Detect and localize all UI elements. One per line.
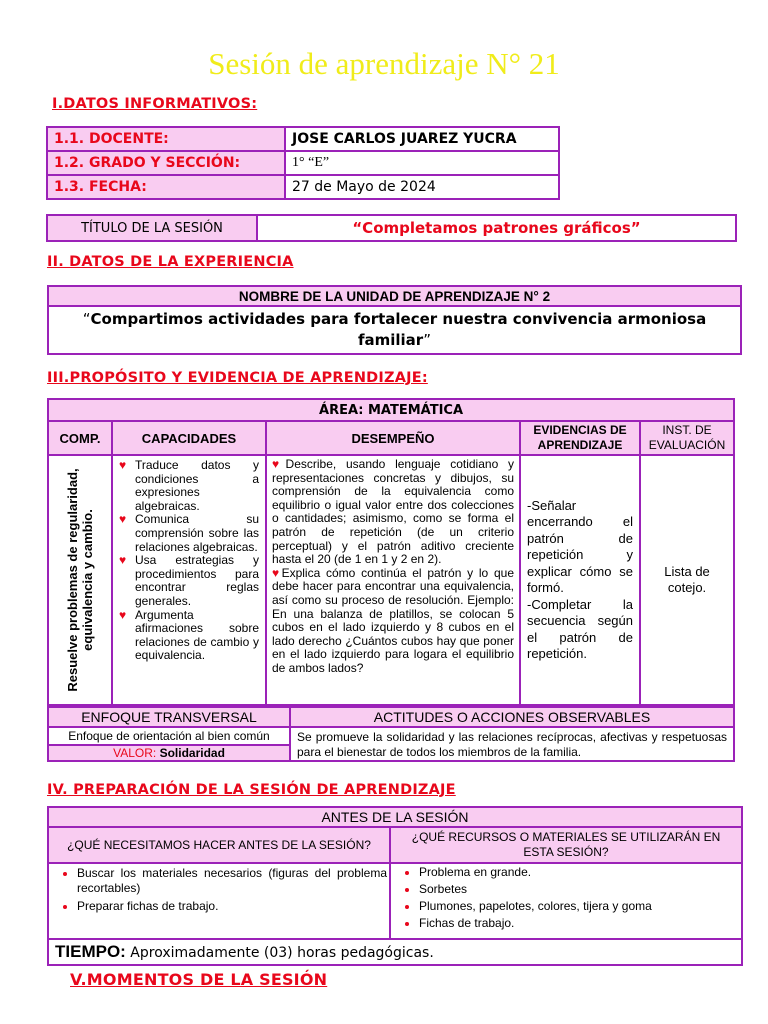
heart-bullet-icon: ♥ bbox=[272, 565, 282, 580]
docente-label: 1.1. DOCENTE: bbox=[47, 127, 285, 151]
q2-header: ¿QUÉ RECURSOS O MATERIALES SE UTILIZARÁN EN ESTA SESIÓN? bbox=[390, 827, 742, 863]
valor-cell bbox=[48, 745, 290, 761]
desempeno-cell bbox=[266, 455, 520, 705]
list-item: ♥ Argumenta afirmaciones sobre relaciones de cambio y equivalencia. bbox=[119, 607, 259, 663]
valor-label: VALOR: bbox=[113, 746, 157, 760]
recursos-list bbox=[393, 864, 739, 932]
tiempo-value: Aproximadamente (03) horas pedagógicas. bbox=[130, 945, 434, 961]
proposito-table bbox=[47, 398, 735, 706]
section-3-heading: III.PROPÓSITO Y EVIDENCIA DE APRENDIZAJE: bbox=[47, 370, 428, 386]
evidencia-2: -Completar la secuencia según el patrón de repetición. bbox=[527, 596, 633, 661]
actitud-value: Se promueve la solidaridad y las relaciones recíprocas, afectivas y respetuosas para el bienestar de todos los miembros de la familia. bbox=[290, 727, 734, 761]
enfoque-table bbox=[47, 706, 735, 762]
list-item: ♥ Usa estrategias y procedimientos para encontrar reglas generales. bbox=[119, 553, 259, 608]
q1-header: ¿QUÉ NECESITAMOS HACER ANTES DE LA SESIÓN? bbox=[48, 827, 390, 863]
list-item: • Plumones, papelotes, colores, tijera y goma bbox=[419, 898, 739, 915]
session-title-table bbox=[46, 214, 737, 242]
competencia-cell bbox=[48, 455, 112, 705]
unidad-label: NOMBRE DE LA UNIDAD DE APRENDIZAJE N° 2 bbox=[48, 286, 741, 306]
enfoque-header: ENFOQUE TRANSVERSAL bbox=[48, 707, 290, 727]
capacidades-cell bbox=[112, 455, 266, 705]
heart-bullet-icon: ♥ bbox=[119, 553, 127, 568]
session-title-label: TÍTULO DE LA SESIÓN bbox=[47, 215, 257, 241]
competencia-text: Resuelve problemas de regularidad, equivalencia y cambio. bbox=[65, 468, 95, 692]
heart-bullet-icon: ♥ bbox=[119, 607, 127, 622]
tiempo-cell bbox=[48, 939, 742, 965]
unidad-name: Compartimos actividades para fortalecer nuestra convivencia armoniosa familiar bbox=[90, 310, 707, 349]
list-item: • Sorbetes bbox=[419, 881, 739, 898]
capacidades-header: CAPACIDADES bbox=[112, 421, 266, 455]
open-quote: “ bbox=[82, 310, 91, 328]
list-item: ♥ Comunica su comprensión sobre las relaciones algebraicas. bbox=[119, 512, 259, 554]
list-item: • Buscar los materiales necesarios (figuras del problema recortables) bbox=[77, 866, 387, 896]
heart-bullet-icon: ♥ bbox=[272, 457, 286, 471]
session-title-value: “Completamos patrones gráficos” bbox=[257, 215, 736, 241]
grado-label: 1.2. GRADO Y SECCIÓN: bbox=[47, 151, 285, 175]
preparacion-table bbox=[47, 806, 743, 966]
capacidades-list bbox=[119, 459, 259, 663]
inst-header: INST. DE EVALUACIÓN bbox=[640, 421, 734, 455]
antes-header: ANTES DE LA SESIÓN bbox=[48, 807, 742, 827]
desempeno-header: DESEMPEÑO bbox=[266, 421, 520, 455]
enfoque-value: Enfoque de orientación al bien común bbox=[48, 727, 290, 745]
unidad-name-cell bbox=[48, 306, 741, 354]
section-2-heading: II. DATOS DE LA EXPERIENCIA bbox=[47, 254, 294, 270]
section-1-heading: I.DATOS INFORMATIVOS: bbox=[52, 96, 258, 112]
heart-bullet-icon: ♥ bbox=[119, 458, 127, 472]
docente-value: JOSE CARLOS JUAREZ YUCRA bbox=[285, 127, 559, 151]
evidencias-header: EVIDENCIAS DE APRENDIZAJE bbox=[520, 421, 640, 455]
area-header: ÁREA: MATEMÁTICA bbox=[48, 399, 734, 421]
list-item: • Problema en grande. bbox=[419, 864, 739, 881]
grado-value: 1° “E” bbox=[285, 151, 559, 175]
evidencia-1: -Señalar encerrando el patrón de repetición y explicar cómo se formó. bbox=[527, 497, 633, 595]
necesitamos-list bbox=[51, 866, 387, 917]
actitudes-header: ACTITUDES O ACCIONES OBSERVABLES bbox=[290, 707, 734, 727]
fecha-label: 1.3. FECHA: bbox=[47, 175, 285, 199]
valor-value: Solidaridad bbox=[159, 746, 225, 760]
unidad-table bbox=[47, 285, 742, 355]
instrumento-cell: Lista de cotejo. bbox=[640, 455, 734, 705]
fecha-value: 27 de Mayo de 2024 bbox=[285, 175, 559, 199]
heart-bullet-icon: ♥ bbox=[119, 512, 127, 527]
desempeno-1: ♥Describe, usando lenguaje cotidiano y representaciones concretas y dibujos, su comprensión de la equivalencia como equilibrio o igual valor entre dos colecciones o cantidades; asimismo, como se forma el patrón de repetición (de un criterio perceptual) y el patrón aditivo creciente hasta el 20 (de 1 en 1 y 2 en 2). bbox=[272, 457, 514, 567]
page-title: Sesión de aprendizaje N° 21 bbox=[208, 46, 560, 81]
comp-header: COMP. bbox=[48, 421, 112, 455]
tiempo-label: TIEMPO: bbox=[55, 942, 126, 961]
necesitamos-cell bbox=[48, 863, 390, 939]
section-5-heading: V.MOMENTOS DE LA SESIÓN bbox=[70, 970, 328, 989]
evidencias-cell bbox=[520, 455, 640, 705]
desempeno-2: ♥Explica cómo continúa el patrón y lo que debe hacer para encontrar una equivalencia, así como su proceso de resolución. Ejemplo: En una balanza de platillos, se colocan 5 cubos en el lado izquierdo y 8 cubos en el lado derecho ¿Cuántos cubos hay que poner en el lado izquierdo para logara el equilibrio de ambos lados? bbox=[272, 565, 515, 675]
list-item: • Fichas de trabajo. bbox=[419, 915, 739, 932]
close-quote: ” bbox=[423, 331, 431, 349]
recursos-cell bbox=[390, 863, 742, 939]
list-item: • Preparar fichas de trabajo. bbox=[77, 896, 387, 917]
list-item: ♥ Traduce datos y condiciones a expresiones algebraicas. bbox=[119, 458, 259, 513]
datos-informativos-table bbox=[46, 126, 560, 200]
section-4-heading: IV. PREPARACIÓN DE LA SESIÓN DE APRENDIZAJE bbox=[47, 782, 456, 798]
